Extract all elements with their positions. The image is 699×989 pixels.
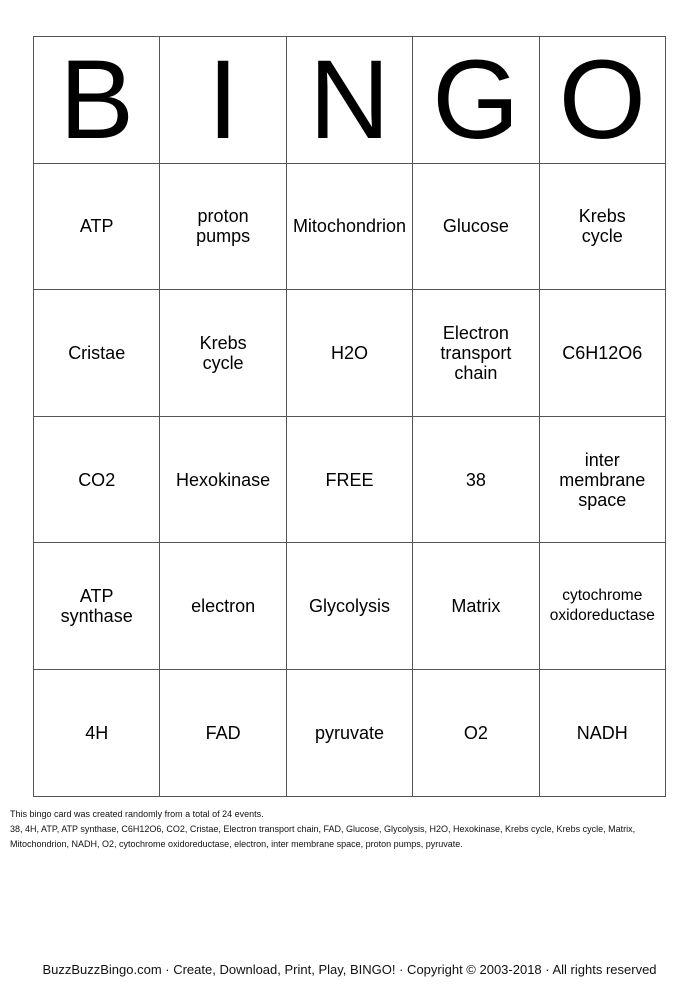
cell-text: Mitochondrion — [292, 216, 406, 237]
card-row-4 — [34, 543, 666, 670]
bingo-cell — [34, 543, 160, 670]
bingo-cell — [286, 163, 412, 290]
cell-text: pyruvate — [314, 722, 384, 743]
cell-text: inter membrane space — [559, 449, 646, 510]
cell-text: H2O — [330, 342, 368, 363]
bingo-cell — [539, 669, 665, 796]
card-info — [10, 807, 690, 852]
bingo-cell — [34, 669, 160, 796]
bingo-cell — [286, 290, 412, 417]
cell-text: electron — [191, 596, 256, 617]
header-letter-i: I — [160, 37, 286, 164]
event-list: 38, 4H, ATP, ATP synthase, C6H12O6, CO2, Cristae, Electron transport chain, FAD, Glucose, Glycolysis, H2O, Hexokinase, Krebs cycle, Krebs cycle, Matrix, Mitochondrion, NADH, O2, cytochrome oxidoreductase, electron, inter membrane space, proton pumps, pyruvate. — [10, 824, 636, 849]
card-row-2 — [34, 290, 666, 417]
bingo-cell — [34, 416, 160, 543]
cell-text: Electron transport chain — [440, 322, 512, 383]
bingo-cell — [160, 669, 286, 796]
header-letter-g: G — [413, 37, 539, 164]
bingo-cell — [160, 416, 286, 543]
bingo-cell — [286, 669, 412, 796]
header-letter-n: N — [286, 37, 412, 164]
bingo-cell — [160, 290, 286, 417]
cell-text: Krebs cycle — [578, 206, 626, 247]
cell-text: Cristae — [68, 342, 126, 363]
bingo-cell — [539, 416, 665, 543]
header-letter-b: B — [34, 37, 160, 164]
cell-text: Matrix — [451, 596, 501, 617]
bingo-cell — [539, 290, 665, 417]
bingo-cell — [413, 290, 539, 417]
cell-text: 38 — [465, 469, 486, 490]
bingo-cell — [286, 543, 412, 670]
cell-text: CO2 — [78, 469, 116, 490]
bingo-card — [33, 36, 666, 797]
cell-text: O2 — [463, 722, 488, 743]
cell-text: Krebs cycle — [199, 332, 247, 373]
cell-text: FAD — [205, 722, 241, 743]
cell-text: proton pumps — [196, 206, 251, 247]
cell-text: Hexokinase — [176, 469, 271, 490]
free-space-cell — [286, 416, 412, 543]
bingo-cell — [34, 163, 160, 290]
cell-text: ATP — [79, 216, 114, 237]
bingo-cell — [413, 669, 539, 796]
cell-text: C6H12O6 — [562, 342, 643, 363]
cell-text: 4H — [85, 722, 109, 743]
bingo-cell — [539, 163, 665, 290]
bingo-cell — [34, 290, 160, 417]
header-row — [34, 37, 666, 164]
bingo-cell — [160, 163, 286, 290]
card-row-3 — [34, 416, 666, 543]
bingo-cell — [160, 543, 286, 670]
site-footer: BuzzBuzzBingo.com · Create, Download, Print, Play, BINGO! · Copyright © 2003-2018 · All rights reserved — [42, 962, 657, 977]
card-row-1 — [34, 163, 666, 290]
bingo-cell — [413, 163, 539, 290]
cell-text: cytochrome oxidoreductase — [549, 587, 655, 625]
cell-text: Glycolysis — [308, 596, 390, 617]
free-space-text: FREE — [325, 469, 374, 490]
header-letter-o: O — [539, 37, 665, 164]
cell-text: ATP synthase — [60, 586, 133, 627]
bingo-cell — [539, 543, 665, 670]
cell-text: Glucose — [442, 216, 509, 237]
card-summary: This bingo card was created randomly from a total of 24 events. — [10, 809, 264, 819]
bingo-cell — [413, 416, 539, 543]
bingo-cell — [413, 543, 539, 670]
card-row-5 — [34, 669, 666, 796]
cell-text: NADH — [576, 722, 628, 743]
